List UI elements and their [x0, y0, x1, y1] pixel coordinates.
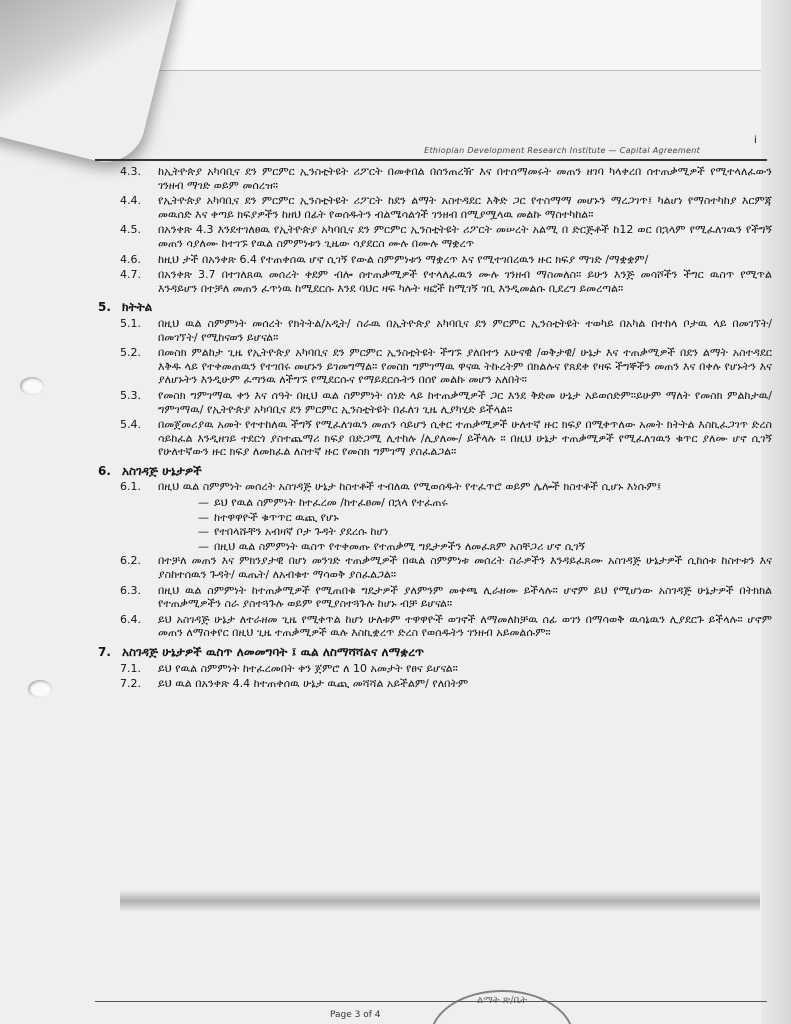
bullet-dash: —: [198, 510, 209, 524]
page-number: Page 3 of 4: [330, 1010, 381, 1020]
clause: [92, 268, 772, 295]
clause-number: 6.1.: [120, 480, 141, 494]
bullet-item: [92, 496, 772, 510]
section-title: አስገዳጅ ሁኔታዎች ዉስጥ ለመመግባት ፤ ዉል ለስማሻሻልና ለማቋረጥ: [122, 645, 425, 659]
section-number: 6.: [98, 463, 111, 478]
footer-rule: [95, 1001, 767, 1002]
section-number: 5.: [98, 300, 111, 315]
clause-text: የኢትዮጵያ አካባቢና ደን ምርምር ኢንስቲትዩት ሪፖርት ከደን ልማት አስተዳደር እቅድ ጋር የተስማማ መሆኑን ማረጋገጥ፤ ካልሆነ የማስተካከያ እርምጃ መዉሰድ እና ቀጣይ ክፍያዎችን ከዘህ በፊት የወሰዱትን ብልሜሳልጎች ገንዘብ በሚያሟላዉ መልኩ ማስተካከል።: [158, 194, 772, 221]
clause-text: ይህ አስገዳጅ ሁኔታ ለተራዘመ ጊዜ የሚቀጥል ከሆነ ሁለቱም ተዋዋዮች ወገኖች ለማመለከቻዉ ሰፊ ወገን በማሳወቅ ዉሳኔዉን ሊያደርጉ ይችላሉ። ሆኖም መጠን ለማስቀየር በዚህ ጊዜ ተጠቃሚዎች ዉሉ እስኪቋረጥ ድረስ የወሰዱትን ገንዘብ አይመልሱም።: [158, 612, 772, 640]
clause: [92, 662, 772, 676]
section-7-items: [92, 662, 772, 691]
clause: [92, 253, 772, 267]
bullet-item: [92, 511, 772, 525]
clause-number: 6.2.: [120, 554, 141, 568]
section-title: ክትትል: [122, 300, 153, 315]
clause-text: በዚህ ዉል ስምምነት መሰረት የክትትል/አዲት/ ስራዉ በኢትዮጵያ አካባቢና ደን ምርምር ኢንስቲትዩት ተወካይ በአካል በተከላ ቦታዉ ላይ በመገኘት/ በመገኘት/ የሚከናወን ይሆናል።: [158, 316, 772, 344]
clause-text: ይህ የዉል ስምምነት ከተፈረመበት ቀን ጀምሮ ለ 10 አመታት የፀና ይሆናል።: [158, 661, 458, 675]
clause-text: ከዚህ ታች በአንቀጽ 6.4 የተጠቀሰዉ ሆኖ ሲገኝ የውል ስምምነቱን ማቋረጥ እና የሚተገበረዉን ዙር ክፍያ ማገድ /ማቋቋም/: [158, 252, 649, 266]
punch-hole: [28, 680, 52, 698]
header-rule: [95, 159, 767, 161]
clause-text: በዚህ ዉል ስምምነት ከተጠቃሚዎች የሚጠበቁ ግዴታዎች ያለምንም መቀጫ ሊራዘሙ ይችላሉ። ሆኖም ይህ የሚሆነው አስገዳጅ ሁኔታዎች በትክክል የተጠቃሚዎችን ስራ ያስተጓጉሉ ወይም የሚያስተጓጉሉ ከሆኑ ብቻ ይሆናል።: [158, 583, 772, 611]
clause-text: በአንቀጽ 3.7 በተገለጸዉ መሰረት ቀደም ብሎ ሰተጠቃሚዎች የተላለፈዉን ሙሉ ገንዘብ ማስመለስ። ይሁን እንጅ መሳሾችን ችግር ዉስጥ የሚጥል እንዳይሆን በተቻለ መጠን ፈጥነዉ ከሚደርሱ እንደ ባህር ዛፍ ካሉት ዛፎች ከሚገኝ ገቢ እንዲመልሱ ቢደረግ ይመረጣል።: [158, 268, 772, 295]
clause: [92, 584, 772, 611]
clause: [92, 223, 772, 250]
bullet-item: [92, 540, 772, 554]
section-number: 7.: [98, 645, 111, 659]
section-6-1-bullets: [92, 496, 772, 553]
clause: [92, 346, 772, 387]
bullet-item: [92, 525, 772, 539]
clause: [92, 418, 772, 459]
clause: [92, 389, 772, 416]
bullet-text: የተበላሹቸን አብዛኛ ቦታ ጉዳት ያደረሱ ከሆነ: [214, 525, 389, 539]
clause: [92, 554, 772, 581]
section-5-items: [92, 317, 772, 459]
clause-text: ከኢትዮጵያ አካባቢና ደን ምርምር ኢንስቲትዩት ሪፖርት በመቀበል በሰንጠረዥ እና በተሰማመሩት መጠን ዘገባ ካላቀረበ ሰተጠቃሚዎች የሚተላለፈውን ገንዘብ ማገድ ወይም መሰረዝ።: [158, 165, 772, 192]
section-4-items: [92, 165, 772, 295]
clause-text: የመስክ ግምገማዉ ቀን እና ሰዓት በዚህ ዉል ስምምነት ሰነድ ላይ ከተጠቃሚዎች ጋር እንደ ቅድመ ሁኔታ አይወሰድም።ይሁም ማለት የመስክ ምልከታዉ/ ግምገማዉ/ የኢትዮጵያ አካባቢና ደን ምርምር ኢንስቲትዩት በፈለገ ጊዜ ሊያካሂድ ይችላል።: [158, 388, 772, 416]
clause-number: 7.1.: [120, 661, 141, 675]
clause-number: 4.4.: [120, 194, 141, 208]
clause-number: 6.4.: [120, 612, 141, 626]
bullet-dash: —: [198, 496, 209, 510]
clause: [92, 165, 772, 192]
clause-number: 4.3.: [120, 165, 141, 178]
clause-number: 5.1.: [120, 316, 141, 330]
clause: [92, 317, 772, 344]
clause: [92, 613, 772, 640]
clause-number: 5.3.: [120, 388, 141, 402]
clause-number: 6.3.: [120, 583, 141, 597]
clause-text: በተቻለ መጠን እና ምክንያታዊ በሆነ መንገድ ተጠቃሚዎች በዉል ስምምነቱ መሰረት ስራዎችን እንዳይፈጸሙ አስገዳጅ ሁኔታዎች ሲከሰቱ ከስተቱን እና ያስከተሰዉን ጉዳት/ ዉጤት/ ለአብቁተ ማሳወቅ ያስፈልጋል።: [158, 554, 772, 582]
section-heading: [92, 301, 772, 315]
letterhead-text: Ethiopian Development Research Institute — Capital Agreement: [424, 146, 700, 155]
clause-number: 5.4.: [120, 418, 141, 432]
clause-number: 4.5.: [120, 223, 141, 237]
section-title: አስገዳጅ ሁኔታዎች: [122, 463, 202, 478]
clause-text: በዚህ ዉል ስምምነት መሰረት አስገዳጅ ሁኔታ ከስተቶች ተብለዉ የሚወሰዱት የተፈጥሮ ወይም ሌሎች ክስተቶች ሲሆኑ እነሱም፤: [158, 480, 662, 494]
clause-number: 4.6.: [120, 252, 141, 266]
clause-text: በአንቀጽ 4.3 እንደተገለፀዉ የኢትዮጵያ አካባቢና ደን ምርምር ኢንስቲትዩት ሪፖርት መሠረት አልሚ በ ድርጅቶች ከ12 ወር በኋላም የሚፈለገዉን የችግኝ መጠን ሳያለሙ ከተገኙ የዉል ስምምነቱን ጊዜው ሳያደርስ ሙሉ በሙሉ ማቋረጥ: [158, 223, 772, 250]
clause: [92, 677, 772, 691]
bullet-text: ከተዋዋዮች ቁጥጥር ዉጪ የሆኑ: [214, 510, 339, 524]
bullet-text: ይህ የዉል ስምምነት ከተፈረመ /ከተፈፀመ/ በኋላ የተፈጠሩ: [214, 496, 448, 510]
section-6-items: [92, 554, 772, 640]
clause: [92, 194, 772, 221]
bullet-dash: —: [198, 539, 209, 553]
bullet-dash: —: [198, 525, 209, 539]
photocopy-smudge: [120, 890, 760, 912]
official-stamp: [430, 990, 574, 1024]
section-heading: [92, 646, 772, 660]
section-heading: [92, 465, 772, 479]
punch-hole: [20, 377, 44, 395]
clause: [92, 480, 772, 494]
clause-number: 7.2.: [120, 677, 141, 691]
page-mark: i: [754, 135, 757, 146]
clause-number: 5.2.: [120, 346, 141, 360]
clause-text: በመስክ ምልከታ ጊዜ የኢትዮጵያ አካባቢና ደን ምርምር ኢንስቲትዩት ችግኙ ያለበተን አሁናዊ /ወቅታዊ/ ሁኔታ እና ተጠቃሚዎች በደን ልማት አስተዳደር እቅዱ ላይ የተቀመጠዉን የተገበሩ መሆኑን ይገመግማል። የመስክ ግምገማዉ ዋናዉ ትኩረትም በክልሉና የጸደቀ የዛፍ ችግኞችን መጠን እና በቀሉ የሆኑትን እና ያለሆኑትን እንዲሁም ፈጣንዉ ለችግኙ የሚደርሱና የማይደርሱትን በሰየ መልኩ መሆን አለበት።: [158, 346, 772, 387]
document-body: [92, 165, 772, 693]
clause-number: 4.7.: [120, 268, 141, 282]
clause-text: ይህ ዉል በአንቀጽ 4.4 ከተጠቀሰዉ ሁኔታ ዉጪ መሻሻል አይችልም/ የለበትም: [158, 677, 469, 691]
bullet-text: በዚህ ዉል ስምምነት ዉስጥ የተቀመጡ የተጠቃሚ ግዴታዎችን ለመፈጸም አስቸጋሪ ሆኖ ሲገኝ: [214, 539, 586, 553]
folded-page-corner: [0, 0, 180, 170]
underlying-page: [120, 0, 791, 71]
stamp-text: ልማት ጽ/ቤት: [476, 995, 528, 1006]
clause-text: በመጀመሪያዉ አመት የተተከለዉ ችግኝ የሚፈለገዉን መጠን ሳይሆን ሲቀር ተጠቃሚዎች ሁለተኛ ዙር ክፍያ በሚቀጥለው አመት ክትትል እስኪፈጋገጥ ድረስ ሳይከፈል እንዲዘገይ ተደርጎ ያስተጨማሪ ክፍያ በድጋሚ ሊተከሉ /ሊያለሙ/ ይችላሉ ። በዚህ ሁኔታ ተጠቃሚዎች የሚፈለገዉን ቁጥር ያለሙ ሆኖ ሲገኝ የሁለተኛውን ዙር ክፍያ ለመክፈል ለስተኛ ዙር የመስክ ግምገማ ያስፈልጋል።: [158, 418, 772, 459]
